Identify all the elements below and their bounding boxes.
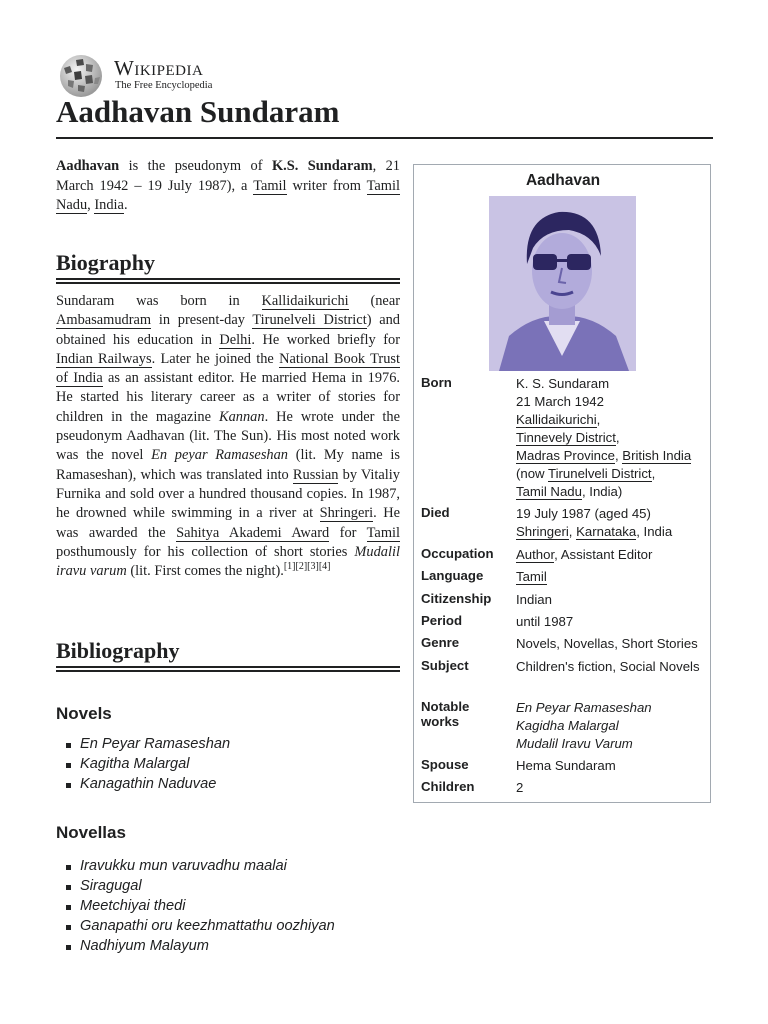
heading-novels: Novels — [56, 704, 112, 723]
portrait-photo[interactable] — [489, 196, 636, 371]
biography-paragraph — [56, 292, 400, 581]
notable-work: Kagidha Malargal — [516, 718, 619, 733]
label-language: Language — [421, 568, 484, 583]
label-line: Notable — [421, 699, 470, 714]
born-name: K. S. Sundaram — [516, 376, 610, 391]
lead-text: , — [87, 197, 95, 213]
notable-work: Mudalil Iravu Varum — [516, 736, 633, 751]
label-born: Born — [421, 375, 452, 390]
reference-links[interactable]: [1][2][3][4] — [283, 561, 331, 573]
title-divider — [56, 137, 713, 139]
bio-text: . He was awarded the — [56, 505, 400, 541]
novellas-list — [56, 856, 335, 956]
link-tamil-nadu[interactable]: Tamil Nadu — [56, 177, 400, 213]
globe-icon[interactable] — [56, 54, 106, 98]
link-delhi[interactable]: Delhi — [219, 331, 252, 348]
sep: , — [614, 448, 623, 463]
bio-text: . He wrote under the pseudonym Aadhavan (lit. The Sun). His most noted work was the novel — [56, 408, 400, 464]
link-russian[interactable]: Russian — [292, 466, 339, 483]
heading-divider — [56, 666, 400, 672]
born-text: (now — [516, 466, 549, 481]
label-subject: Subject — [421, 658, 469, 673]
value-period: until 1987 — [516, 614, 574, 629]
sep: , — [615, 430, 620, 445]
list-item: En Peyar Ramaseshan — [56, 734, 230, 754]
link-tamil-language[interactable]: Tamil — [366, 524, 401, 541]
value-citizenship: Indian — [516, 592, 552, 607]
sep: , — [651, 466, 656, 481]
bio-text: (near — [348, 293, 400, 309]
label-died: Died — [421, 505, 450, 520]
lead-text: is the pseudonym of — [119, 158, 272, 174]
occupation-text: , Assistant Editor — [554, 547, 653, 562]
bio-text: posthumously for his collection of short stories — [56, 543, 355, 560]
link-tamil-infobox[interactable]: Tamil — [516, 569, 547, 584]
list-item: Kanagathin Naduvae — [56, 774, 230, 794]
sep: , — [596, 412, 601, 427]
wikipedia-wordmark[interactable]: Wikipedia — [114, 56, 204, 80]
value-occupation — [516, 546, 708, 564]
label-genre: Genre — [421, 635, 460, 650]
list-item: Iravukku mun varuvadhu maalai — [56, 856, 335, 876]
link-shringeri[interactable]: Shringeri — [319, 505, 374, 522]
link-india[interactable]: India — [94, 197, 124, 213]
value-spouse: Hema Sundaram — [516, 758, 616, 773]
list-item: Nadhiyum Malayum — [56, 936, 335, 956]
lead-text: writer from — [286, 177, 367, 194]
link-shringeri-infobox[interactable]: Shringeri — [516, 524, 569, 539]
link-indian-railways[interactable]: Indian Railways — [56, 350, 152, 367]
link-tamil[interactable]: Tamil — [253, 177, 287, 194]
label-occupation: Occupation — [421, 546, 494, 561]
sep: , — [568, 524, 577, 539]
link-tirunelveli-district-infobox[interactable]: Tirunelveli District — [548, 466, 652, 481]
label-notable-works — [421, 699, 513, 729]
link-ambasamudram[interactable]: Ambasamudram — [56, 312, 152, 329]
link-national-book-trust[interactable]: National Book Trust of India — [56, 350, 400, 387]
link-tinnevely-district[interactable]: Tinnevely District — [516, 430, 616, 445]
link-kallidaikurichi[interactable]: Kallidaikurichi — [261, 293, 349, 309]
bio-text: . Later he joined the — [151, 350, 280, 367]
infobox — [413, 164, 711, 803]
list-item: Siragugal — [56, 876, 335, 896]
heading-bibliography: Bibliography — [56, 638, 180, 663]
link-tamil-nadu-infobox[interactable]: Tamil Nadu — [516, 484, 582, 499]
bio-text: (lit. My name is Ramaseshan), which was translated into — [56, 447, 401, 483]
link-kallidaikurichi-infobox[interactable]: Kallidaikurichi — [516, 412, 597, 427]
value-children: 2 — [516, 780, 524, 795]
real-name: K.S. Sundaram — [271, 158, 373, 174]
label-spouse: Spouse — [421, 757, 469, 772]
list-item: Ganapathi oru keezhmattathu oozhiyan — [56, 916, 335, 936]
magazine-name: Kannan — [218, 408, 265, 425]
infobox-title: Aadhavan — [525, 172, 601, 189]
value-notable-works — [516, 699, 708, 753]
value-died — [516, 505, 708, 541]
list-item: Kagitha Malargal — [56, 754, 230, 774]
collection-name: Mudalil iravu varum — [56, 543, 400, 580]
born-text: , India) — [581, 484, 623, 499]
lead-paragraph — [56, 157, 400, 216]
label-period: Period — [421, 613, 463, 628]
bio-text: Sundaram was born in — [56, 293, 262, 309]
heading-divider — [56, 278, 400, 284]
notable-work: En Peyar Ramaseshan — [516, 700, 652, 715]
subject-name: Aadhavan — [56, 158, 120, 174]
died-text: , India — [636, 524, 673, 539]
died-date: 19 July 1987 (aged 45) — [516, 506, 651, 521]
bio-text: as an assistant editor. He married Hema in 1976. He started his literary career as a writer of stories for children in the magazine — [56, 370, 401, 425]
label-children: Children — [421, 779, 475, 794]
bio-text: by Vitaliy Furnika and sold over a hundred thousand copies. In 1987, he drowned while swimming in a river at — [56, 466, 400, 522]
link-british-india[interactable]: British India — [622, 448, 692, 463]
bio-text: ) and obtained his education in — [56, 312, 400, 348]
heading-novellas: Novellas — [56, 823, 126, 842]
label-line: works — [421, 714, 460, 729]
link-author[interactable]: Author — [516, 547, 555, 562]
label-citizenship: Citizenship — [421, 591, 492, 606]
bio-text: . He worked briefly for — [251, 331, 400, 348]
value-born — [516, 375, 708, 501]
link-sahitya-akademi-award[interactable]: Sahitya Akademi Award — [176, 524, 330, 541]
list-item: Meetchiyai thedi — [56, 896, 335, 916]
wikipedia-tagline: The Free Encyclopedia — [115, 80, 213, 91]
lead-text: , 21 March 1942 – 19 July 1987), a — [56, 158, 400, 194]
lead-text: . — [123, 197, 128, 213]
bio-text: (lit. First comes the night). — [126, 563, 284, 580]
bio-text: in present-day — [151, 312, 253, 329]
value-language — [516, 568, 708, 586]
novels-list — [56, 734, 230, 794]
page-title: Aadhavan Sundaram — [56, 94, 340, 129]
link-madras-province[interactable]: Madras Province — [516, 448, 615, 463]
value-genre: Novels, Novellas, Short Stories — [516, 636, 698, 651]
heading-biography: Biography — [56, 250, 156, 275]
bio-text: for — [329, 524, 367, 541]
value-subject: Children's fiction, Social Novels — [516, 659, 700, 674]
born-date: 21 March 1942 — [516, 394, 604, 409]
link-tirunelveli-district[interactable]: Tirunelveli District — [252, 312, 367, 329]
link-karnataka[interactable]: Karnataka — [576, 524, 637, 539]
novel-name: En peyar Ramaseshan — [151, 447, 289, 464]
